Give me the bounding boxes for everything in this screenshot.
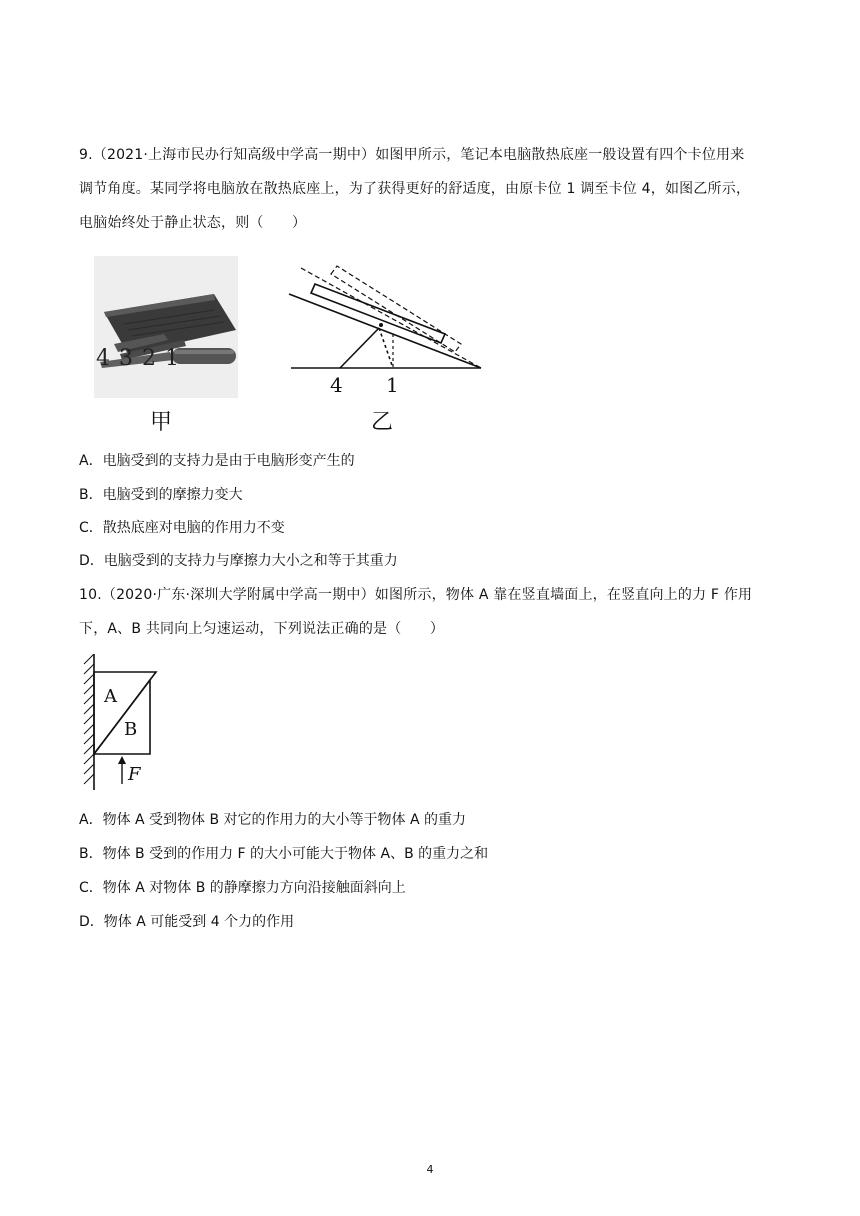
photo-slot-numbers: 4 3 2 1	[96, 346, 180, 371]
q10-option-d[interactable]: D．物体 A 可能受到 4 个力的作用	[79, 914, 295, 930]
block-b-label: B	[124, 719, 138, 740]
q9-stem-line-3: 电脑始终处于静止状态，则（ ）	[79, 215, 307, 231]
q9-option-c[interactable]: C．散热底座对电脑的作用力不变	[79, 520, 285, 536]
block-a-label: A	[104, 686, 117, 707]
figure-wall-blocks	[82, 654, 162, 790]
q10-option-b[interactable]: B．物体 B 受到的作用力 F 的大小可能大于物体 A、B 的重力之和	[79, 846, 489, 862]
figure-yi-diagram	[285, 258, 490, 373]
diagram-label-4: 4	[330, 373, 343, 397]
q9-stem-line-2: 调节角度。某同学将电脑放在散热底座上，为了获得更好的舒适度，由原卡位 1 调至卡位 4，如图乙所示，	[79, 181, 751, 197]
q10-stem-line-1: 10.（2020·广东·深圳大学附属中学高一期中）如图所示，物体 A 靠在竖直墙面上，在竖直向上的力 F 作用	[79, 587, 753, 603]
q9-stem-line-1: 9.（2021·上海市民办行知高级中学高一期中）如图甲所示，笔记本电脑散热底座一般设置有四个卡位用来	[79, 147, 745, 163]
q9-option-b[interactable]: B．电脑受到的摩擦力变大	[79, 487, 243, 503]
q10-option-a[interactable]: A．物体 A 受到物体 B 对它的作用力的大小等于物体 A 的重力	[79, 812, 467, 828]
caption-yi: 乙	[371, 410, 394, 435]
q9-option-d[interactable]: D．电脑受到的支持力与摩擦力大小之和等于其重力	[79, 553, 398, 569]
q10-option-c[interactable]: C．物体 A 对物体 B 的静摩擦力方向沿接触面斜向上	[79, 880, 406, 896]
q10-stem-line-2: 下，A、B 共同向上匀速运动，下列说法正确的是（ ）	[79, 621, 445, 637]
page-number: 4	[426, 1163, 434, 1176]
diagram-label-1: 1	[386, 373, 399, 397]
figure-jia-photo	[94, 256, 238, 398]
caption-jia: 甲	[150, 410, 173, 435]
q9-option-a[interactable]: A．电脑受到的支持力是由于电脑形变产生的	[79, 453, 355, 469]
force-f-label: F	[128, 764, 141, 785]
